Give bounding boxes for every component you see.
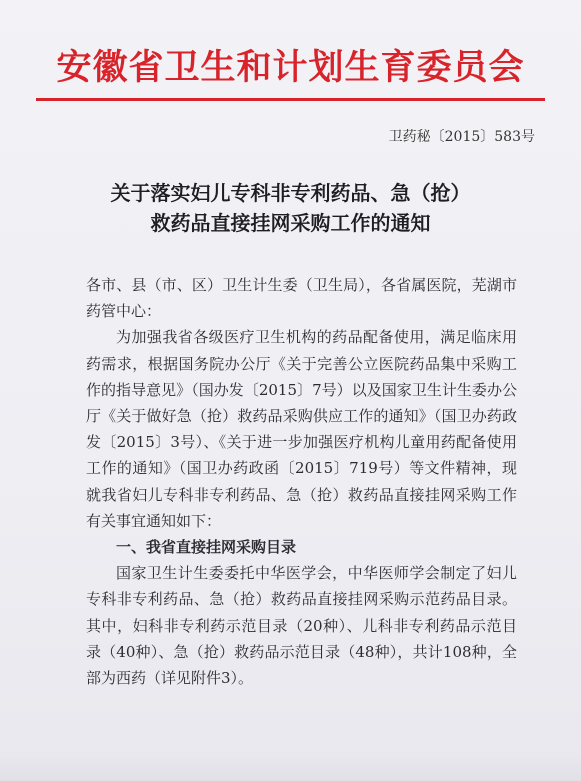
issuer-header-title: 安徽省卫生和计划生育委员会	[56, 47, 525, 88]
page-bottom-shadow	[0, 753, 581, 781]
addressee-line: 各市、县（市、区）卫生计生委（卫生局），各省属医院，芜湖市药管中心：	[86, 276, 517, 321]
red-header-rule	[36, 98, 545, 101]
notice-title	[0, 178, 581, 238]
body-paragraph-1: 为加强我省各级医疗卫生机构的药品配备使用，满足临床用药需求，根据国务院办公厅《关于完善公立医院药品集中采购工作的指导意见》（国办发〔2015〕7号）以及国家卫生计生委办公厅《关于做好急（抢）救药品采购供应工作的通知》（国卫办药政发〔2015〕3号）、《关于进一步加强医疗机构儿童用药配备使用工作的通知》（国卫办药政函〔2015〕719号）等文件精神，现就我省妇儿专科非专利药品、急（抢）救药品直接挂网采购工作有关事宜通知如下：	[86, 328, 517, 530]
document-body	[86, 272, 517, 691]
document-number: 卫药秘〔2015〕583号	[388, 129, 535, 145]
section-heading-1: 一、我省直接挂网采购目录	[116, 538, 297, 557]
notice-title-line-1: 关于落实妇儿专科非专利药品、急（抢）	[110, 181, 471, 205]
body-paragraph-2: 国家卫生计生委委托中华医学会，中华医师学会制定了妇儿专科非专利药品、急（抢）救药品直接挂网采购示范药品目录。其中，妇科非专利药示范目录（20种）、儿科非专利药品示范目录（40种）、急（抢）救药品示范目录（48种），共计108种，全部为西药（详见附件3）。	[86, 564, 517, 688]
notice-title-line-2: 救药品直接挂网采购工作的通知	[150, 211, 431, 235]
